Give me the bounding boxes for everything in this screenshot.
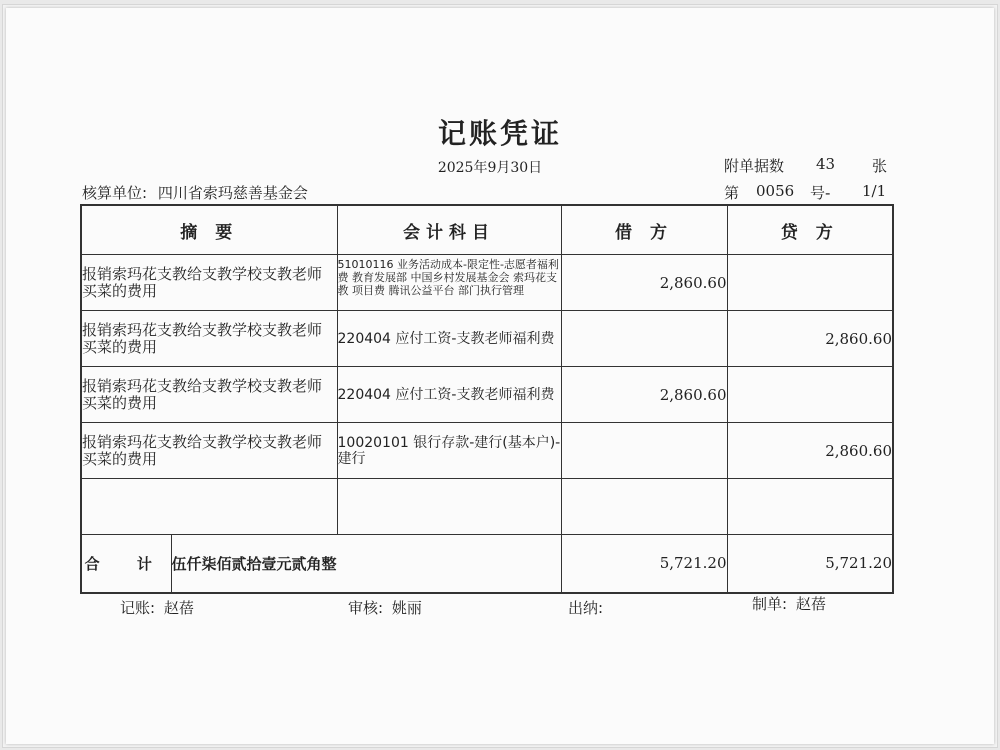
row-account bbox=[337, 479, 561, 535]
cashier bbox=[568, 597, 607, 618]
row-account: 220404 应付工资-支教老师福利费 bbox=[337, 311, 561, 367]
bookkeeper-label: 记账: bbox=[120, 599, 156, 617]
row-credit: 2,860.60 bbox=[727, 423, 893, 479]
table-row bbox=[81, 423, 893, 479]
row-summary: 报销索玛花支教给支教学校支教老师买菜的费用 bbox=[81, 423, 337, 479]
table-row bbox=[81, 311, 893, 367]
row-debit: 2,860.60 bbox=[561, 367, 727, 423]
row-summary: 报销索玛花支教给支教学校支教老师买菜的费用 bbox=[81, 311, 337, 367]
preparer-label: 制单: bbox=[752, 595, 788, 613]
row-credit bbox=[727, 479, 893, 535]
voucher-number-prefix: 第 bbox=[724, 184, 740, 202]
total-credit: 5,721.20 bbox=[727, 535, 893, 593]
row-summary bbox=[81, 479, 337, 535]
row-account: 10020101 银行存款-建行(基本户)-建行 bbox=[337, 423, 561, 479]
row-debit bbox=[561, 423, 727, 479]
voucher-page: 1/1 bbox=[862, 182, 887, 200]
table-header-row bbox=[81, 205, 893, 255]
accounting-unit bbox=[82, 182, 308, 203]
header-credit: 贷 方 bbox=[727, 205, 893, 255]
reviewer bbox=[348, 597, 422, 618]
reviewer-label: 审核: bbox=[348, 599, 384, 617]
row-debit bbox=[561, 479, 727, 535]
attachments-count: 43 bbox=[816, 155, 836, 173]
attachments-unit: 张 bbox=[872, 157, 888, 175]
table-row-empty bbox=[81, 479, 893, 535]
row-summary: 报销索玛花支教给支教学校支教老师买菜的费用 bbox=[81, 255, 337, 311]
total-amount-words: 伍仟柒佰贰拾壹元贰角整 bbox=[171, 535, 561, 593]
total-debit: 5,721.20 bbox=[561, 535, 727, 593]
row-account: 51010116 业务活动成本-限定性-志愿者福利费 教育发展部 中国乡村发展基金会 索玛花支教 项目费 腾讯公益平台 部门执行管理 bbox=[337, 255, 561, 311]
reviewer-name: 姚丽 bbox=[391, 599, 422, 617]
total-row bbox=[81, 535, 893, 593]
header-summary: 摘 要 bbox=[81, 205, 337, 255]
total-label: 合 计 bbox=[81, 535, 171, 593]
voucher-number-value: 0056 bbox=[756, 182, 795, 200]
accounting-unit-label: 核算单位: bbox=[82, 184, 148, 202]
voucher-table bbox=[80, 204, 894, 594]
header-account: 会计科目 bbox=[337, 205, 561, 255]
voucher-title: 记账凭证 bbox=[437, 117, 562, 150]
attachments-label: 附单据数 bbox=[724, 157, 785, 175]
preparer bbox=[752, 593, 826, 614]
bookkeeper-name: 赵蓓 bbox=[163, 599, 194, 617]
accounting-unit-name: 四川省索玛慈善基金会 bbox=[157, 184, 308, 202]
row-credit bbox=[727, 255, 893, 311]
voucher-date: 2025年9月30日 bbox=[437, 160, 543, 176]
preparer-name: 赵蓓 bbox=[795, 595, 826, 613]
row-credit: 2,860.60 bbox=[727, 311, 893, 367]
table-row bbox=[81, 367, 893, 423]
voucher-number-suffix: 号- bbox=[810, 184, 831, 202]
row-credit bbox=[727, 367, 893, 423]
row-summary: 报销索玛花支教给支教学校支教老师买菜的费用 bbox=[81, 367, 337, 423]
cashier-label: 出纳: bbox=[568, 599, 604, 617]
row-account: 220404 应付工资-支教老师福利费 bbox=[337, 367, 561, 423]
row-debit bbox=[561, 311, 727, 367]
bookkeeper bbox=[120, 597, 194, 618]
header-debit: 借 方 bbox=[561, 205, 727, 255]
row-debit: 2,860.60 bbox=[561, 255, 727, 311]
table-row bbox=[81, 255, 893, 311]
